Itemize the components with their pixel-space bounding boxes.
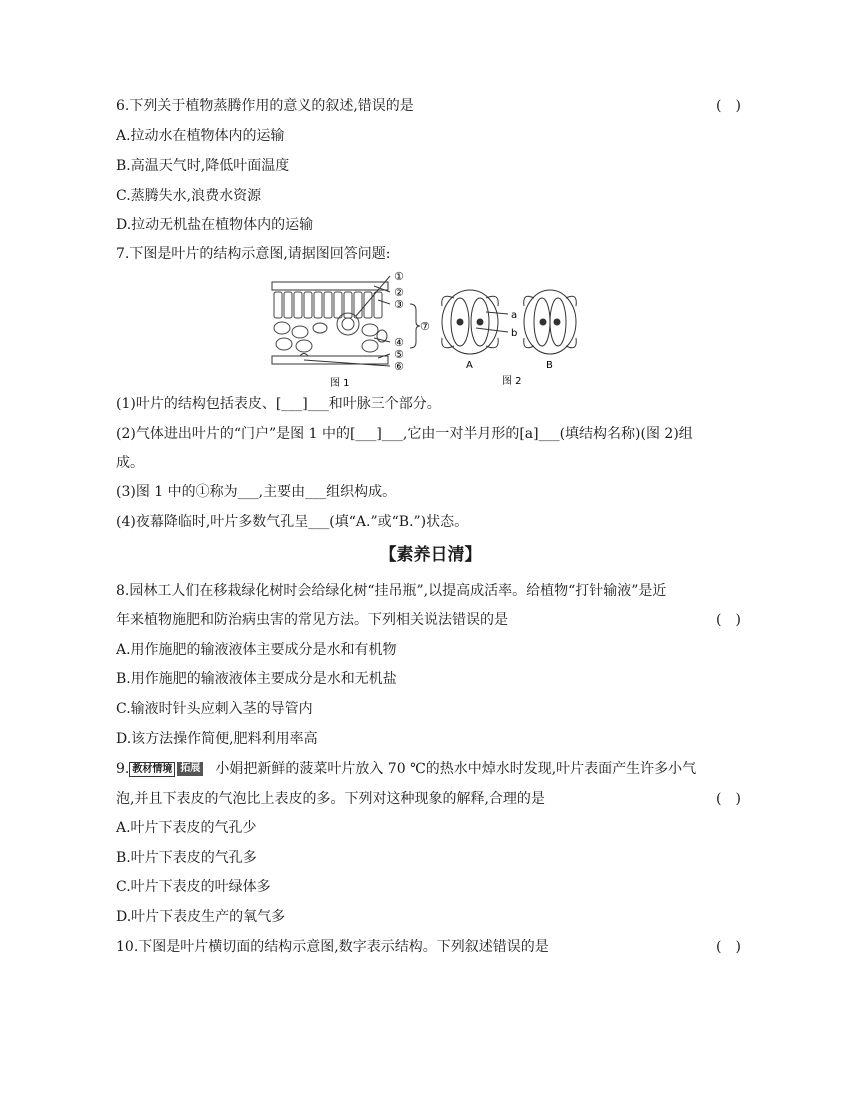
q9-stem-line1 bbox=[116, 759, 696, 779]
label-B: B bbox=[546, 360, 553, 371]
extension-tag: 拓展 bbox=[177, 762, 203, 776]
q7-stem: 7.下图是叶片的结构示意图,请据图回答问题: bbox=[116, 246, 391, 262]
q8-answer-paren: ( ) bbox=[716, 612, 741, 628]
q6-option-a: A.拉动水在植物体内的运输 bbox=[116, 128, 285, 144]
label-7: ⑦ bbox=[420, 320, 430, 333]
q8-stem-line2: 年来植物施肥和防治病虫害的常见方法。下列相关说法错误的是 bbox=[116, 612, 508, 628]
label-3: ③ bbox=[394, 298, 404, 311]
label-2: ② bbox=[394, 286, 404, 299]
q9-option-c: C.叶片下表皮的叶绿体多 bbox=[116, 879, 271, 895]
q7-sub2-line2: 成。 bbox=[116, 455, 144, 471]
q9-option-a: A.叶片下表皮的气孔少 bbox=[116, 820, 257, 836]
label-a: a bbox=[511, 310, 518, 321]
leaf-cross-section-diagram bbox=[272, 270, 430, 389]
fig1-caption: 图 1 bbox=[330, 378, 350, 389]
q6-answer-paren: ( ) bbox=[716, 98, 741, 114]
section-title: 【素养日清】 bbox=[379, 545, 482, 565]
stomata-diagram bbox=[442, 290, 577, 354]
q7-sub1: (1)叶片的结构包括表皮、[___]___和叶脉三个部分。 bbox=[116, 396, 441, 412]
q7-sub4: (4)夜幕降临时,叶片多数气孔呈___(填“A.”或“B.”)状态。 bbox=[116, 514, 469, 530]
q8-option-a: A.用作施肥的输液液体主要成分是水和有机物 bbox=[116, 642, 397, 658]
q6-option-d: D.拉动无机盐在植物体内的运输 bbox=[116, 217, 314, 233]
label-1: ① bbox=[394, 270, 404, 283]
label-b: b bbox=[511, 328, 518, 339]
label-6: ⑥ bbox=[394, 360, 404, 373]
q9-stem-line2: 泡,并且下表皮的气泡比上表皮的多。下列对这种现象的解释,合理的是 bbox=[116, 791, 545, 807]
q9-number: 9. bbox=[116, 761, 130, 777]
textbook-context-tag: 教材情境 bbox=[129, 762, 175, 777]
q7-sub3: (3)图 1 中的①称为___,主要由___组织构成。 bbox=[116, 484, 397, 500]
q8-stem-line1: 8.园林工人们在移栽绿化树时会给绿化树“挂吊瓶”,以提高成活率。给植物“打针输液”是近 bbox=[116, 583, 667, 599]
label-4: ④ bbox=[394, 336, 404, 349]
q8-option-b: B.用作施肥的输液液体主要成分是水和无机盐 bbox=[116, 671, 397, 687]
label-A: A bbox=[466, 360, 473, 371]
label-5: ⑤ bbox=[394, 348, 404, 361]
q8-option-d: D.该方法操作简便,肥料利用率高 bbox=[116, 731, 318, 747]
q8-option-c: C.输液时针头应刺入茎的导管内 bbox=[116, 701, 313, 717]
q9-option-b: B.叶片下表皮的气孔多 bbox=[116, 850, 257, 866]
leaf-structure-figure bbox=[270, 266, 590, 390]
q6-option-c: C.蒸腾失水,浪费水资源 bbox=[116, 188, 262, 204]
q9-answer-paren: ( ) bbox=[716, 791, 741, 807]
q6-stem: 6.下列关于植物蒸腾作用的意义的叙述,错误的是 bbox=[116, 98, 414, 114]
q6-option-b: B.高温天气时,降低叶面温度 bbox=[116, 158, 290, 174]
fig2-caption: 图 2 bbox=[502, 376, 522, 387]
q7-sub2-line1: (2)气体进出叶片的“门户”是图 1 中的[___]___,它由一对半月形的[a]___(填结构名称)(图 2)组 bbox=[116, 426, 693, 442]
q9-option-d: D.叶片下表皮生产的氧气多 bbox=[116, 909, 286, 925]
q10-answer-paren: ( ) bbox=[716, 939, 741, 955]
q9-stem-text: 小娟把新鲜的菠菜叶片放入 70 ℃的热水中焯水时发现,叶片表面产生许多小气 bbox=[215, 761, 697, 777]
q10-stem: 10.下图是叶片横切面的结构示意图,数字表示结构。下列叙述错误的是 bbox=[116, 939, 549, 955]
